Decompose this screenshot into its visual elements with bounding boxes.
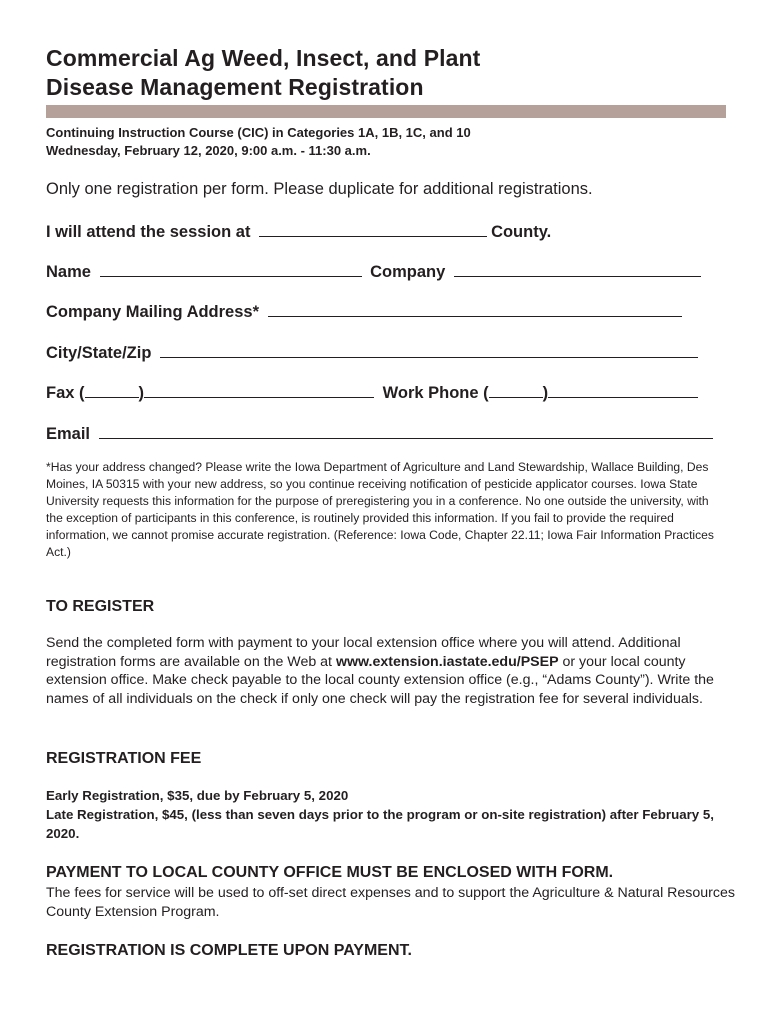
intro-text: Only one registration per form. Please duplicate for additional registrations.: [46, 180, 593, 198]
email-field[interactable]: [99, 422, 713, 439]
city-label: City/State/Zip: [46, 344, 152, 362]
title-divider-bar: [46, 105, 726, 118]
address-row: [46, 300, 726, 322]
city-state-zip-field[interactable]: [160, 341, 698, 358]
attend-suffix: County.: [491, 223, 552, 241]
early-registration-text: Early Registration, $35, due by February 5, 2020: [46, 788, 349, 803]
complete-notice: REGISTRATION IS COMPLETE UPON PAYMENT.: [46, 942, 412, 959]
to-register-text: [46, 634, 736, 708]
name-company-row: [46, 260, 726, 282]
attend-label: I will attend the session at: [46, 223, 251, 241]
privacy-notice: *Has your address changed? Please write the Iowa Department of Agriculture and Land Stewardship, Wallace Building, Des Moines, IA 50315 with your new address, so you continue receiving notification of pesticide applicator courses. Iowa State University requests this information for the purpose of preregistering you in a conference. No one outside the university, with the exception of participants in this conference, is routinely provided this information. If you fail to provide the required information, we cannot promise accurate registration. (Reference: Iowa Code, Chapter 22.11; Iowa Fair Information Practices Act.): [46, 460, 714, 559]
payment-heading: PAYMENT TO LOCAL COUNTY OFFICE MUST BE ENCLOSED WITH FORM.: [46, 864, 614, 881]
work-phone-number-field[interactable]: [548, 381, 698, 398]
email-row: [46, 422, 726, 444]
work-phone-label: Work Phone (: [382, 384, 489, 402]
to-register-text-start: Send the completed form with payment to your local extension office where you will attend. Additional registration forms are available on the Web at: [46, 635, 681, 670]
work-phone-area-code-field[interactable]: [489, 381, 543, 398]
fax-number-field[interactable]: [144, 381, 374, 398]
course-info: [46, 124, 471, 160]
county-field[interactable]: [259, 220, 487, 237]
payment-text: The fees for service will be used to off-set direct expenses and to support the Agriculture & Natural Resources County Extension Program.: [46, 885, 735, 920]
name-field[interactable]: [100, 260, 362, 277]
page-title: [46, 44, 726, 102]
course-line: Continuing Instruction Course (CIC) in Categories 1A, 1B, 1C, and 10: [46, 125, 471, 140]
psep-url-link[interactable]: www.extension.iastate.edu/PSEP: [335, 653, 559, 670]
date-line: Wednesday, February 12, 2020, 9:00 a.m. - 11:30 a.m.: [46, 143, 371, 158]
fax-area-code-field[interactable]: [85, 381, 139, 398]
fax-close-paren: ): [138, 384, 145, 402]
name-label: Name: [46, 263, 91, 281]
fax-label: Fax (: [46, 384, 85, 402]
title-line-1: Commercial Ag Weed, Insect, and Plant: [46, 45, 481, 71]
late-registration-text: Late Registration, $45, (less than seven days prior to the program or on-site registration) after February 5, 2020.: [46, 807, 714, 841]
attend-row: [46, 220, 726, 242]
email-label: Email: [46, 425, 91, 443]
city-row: [46, 341, 726, 363]
work-phone-close-paren: ): [542, 384, 549, 402]
company-label: Company: [370, 263, 446, 281]
address-label: Company Mailing Address*: [46, 303, 260, 321]
registration-fee-heading: REGISTRATION FEE: [46, 750, 202, 767]
to-register-text-end: or your local county extension office. Make check payable to the local county extension office (e.g., “Adams County”). Write the names of all individuals on the check if only one check will pay the registration fee for several individuals.: [46, 653, 714, 707]
company-field[interactable]: [454, 260, 701, 277]
title-line-2: Disease Management Registration: [46, 74, 424, 100]
phone-row: [46, 381, 726, 403]
to-register-heading: TO REGISTER: [46, 598, 155, 615]
registration-form: [46, 44, 735, 959]
address-field[interactable]: [268, 300, 682, 317]
